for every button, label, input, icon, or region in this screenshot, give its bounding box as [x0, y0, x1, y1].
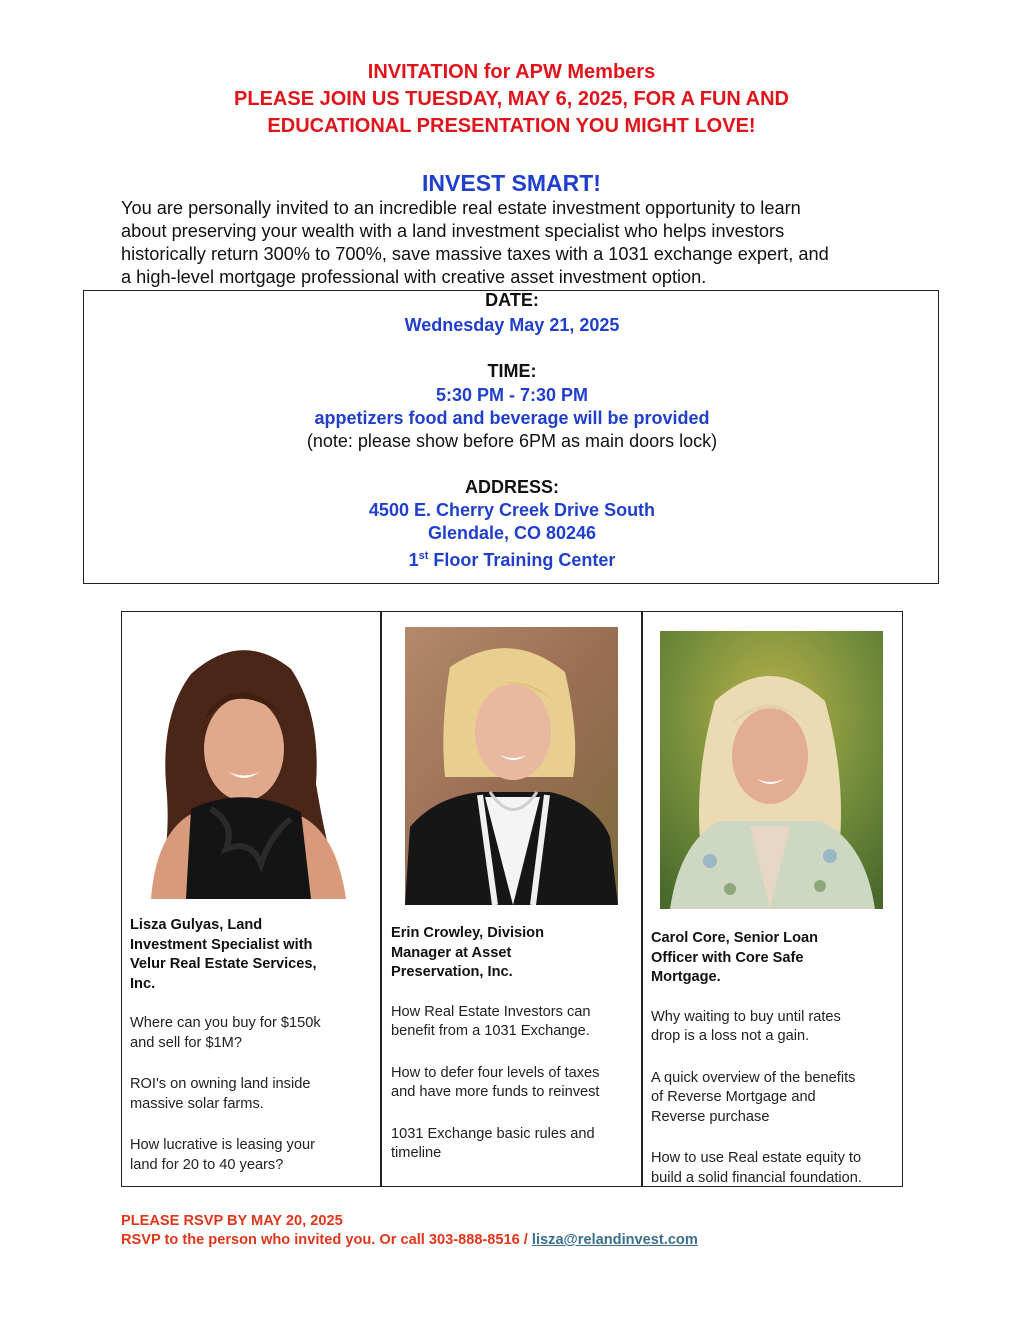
topic-line: How Real Estate Investors can: [391, 1003, 591, 1020]
speakers-table: [121, 611, 903, 1187]
intro-line: a high-level mortgage professional with creative asset investment option.: [121, 267, 707, 287]
topic-line: Why waiting to buy until rates: [651, 1008, 841, 1025]
topic-line: How lucrative is leasing your: [130, 1137, 315, 1153]
portrait-image: [405, 627, 618, 905]
topic-line: timeline: [391, 1145, 442, 1161]
speaker-topic: [391, 1003, 636, 1042]
topic-line: Reverse purchase: [651, 1108, 770, 1125]
headline-invest-smart: INVEST SMART!: [422, 170, 601, 196]
date-value: Wednesday May 21, 2025: [404, 315, 620, 335]
speaker-name: [651, 929, 901, 988]
rsvp-instructions-text: RSVP to the person who invited you. Or call 303-888-8516 /: [121, 1232, 532, 1248]
topic-line: Where can you buy for $150k: [130, 1015, 321, 1031]
speaker-topic: [651, 1069, 901, 1128]
topic-line: build a solid financial foundation.: [651, 1169, 862, 1186]
speaker-name-line: Manager at Asset: [391, 944, 512, 961]
address-city: Glendale, CO 80246: [427, 523, 597, 543]
topic-line: 1031 Exchange basic rules and: [391, 1125, 595, 1142]
topic-line: A quick overview of the benefits: [651, 1069, 856, 1086]
floor-ordinal: st: [418, 550, 429, 562]
speaker-name: [130, 916, 370, 994]
speaker-name-line: Lisza Gulyas, Land: [130, 917, 263, 933]
intro-line: about preserving your wealth with a land investment specialist who helps investors: [121, 221, 785, 241]
event-info-box: [83, 290, 939, 584]
topic-line: How to defer four levels of taxes: [391, 1064, 600, 1081]
invitation-title: INVITATION for APW Members: [367, 61, 656, 83]
topic-line: and sell for $1M?: [130, 1034, 242, 1051]
speaker-name-line: Investment Specialist with: [130, 936, 313, 953]
address-street: 4500 E. Cherry Creek Drive South: [368, 500, 656, 520]
speaker-name-line: Officer with Core Safe: [651, 949, 804, 966]
topic-line: land for 20 to 40 years?: [130, 1156, 284, 1173]
column-divider: [380, 612, 382, 1186]
date-label: DATE:: [485, 290, 539, 310]
speaker-name-line: Carol Core, Senior Loan: [651, 930, 819, 946]
time-label: TIME:: [487, 361, 537, 381]
door-note: (note: please show before 6PM as main doors lock): [306, 431, 718, 451]
speaker-card-carol: [651, 929, 901, 1188]
speaker-name: [391, 924, 636, 983]
speaker-photo-erin: [405, 627, 618, 905]
speaker-name-line: Velur Real Estate Services,: [130, 956, 317, 972]
topic-line: and have more funds to reinvest: [391, 1084, 600, 1100]
speaker-topic: [130, 1136, 370, 1175]
speaker-name-line: Erin Crowley, Division: [391, 925, 544, 941]
topic-line: ROI's on owning land inside: [130, 1076, 311, 1092]
speaker-topic: [651, 1149, 901, 1188]
intro-line: You are personally invited to an incredible real estate investment opportunity to learn: [121, 198, 801, 218]
speaker-photo-carol: [660, 631, 883, 909]
speaker-photo-lisza: [131, 634, 361, 899]
topic-line: massive solar farms.: [130, 1095, 264, 1112]
topic-line: of Reverse Mortgage and: [651, 1089, 816, 1105]
invitation-subtitle-line1: PLEASE JOIN US TUESDAY, MAY 6, 2025, FOR A FUN AND: [234, 88, 789, 110]
floor-number: 1: [408, 550, 419, 570]
portrait-image: [131, 634, 361, 899]
speaker-card-erin: [391, 924, 636, 1164]
rsvp-instructions: [121, 1230, 698, 1250]
topic-line: drop is a loss not a gain.: [651, 1028, 810, 1044]
rsvp-email-link[interactable]: lisza@relandinvest.com: [531, 1232, 698, 1248]
speaker-topic: [651, 1008, 901, 1047]
address-label: ADDRESS:: [464, 477, 559, 497]
topic-line: How to use Real estate equity to: [651, 1150, 862, 1166]
speaker-topic: [391, 1064, 636, 1103]
time-value: 5:30 PM - 7:30 PM: [435, 385, 589, 405]
speaker-name-line: Preservation, Inc.: [391, 964, 513, 980]
topic-line: benefit from a 1031 Exchange.: [391, 1023, 590, 1039]
invitation-subtitle-line2: EDUCATIONAL PRESENTATION YOU MIGHT LOVE!: [267, 115, 756, 137]
floor-room-name: Floor Training Center: [428, 550, 616, 570]
intro-line: historically return 300% to 700%, save massive taxes with a 1031 exchange expert, and: [121, 244, 829, 264]
address-room: [84, 545, 940, 572]
speaker-card-lisza: [130, 916, 370, 1175]
speaker-topic: [130, 1014, 370, 1053]
speaker-name-line: Mortgage.: [651, 969, 721, 985]
portrait-image: [660, 631, 883, 909]
speaker-name-line: Inc.: [130, 975, 156, 992]
food-note: appetizers food and beverage will be provided: [314, 408, 710, 428]
intro-paragraph: [121, 197, 921, 289]
rsvp-deadline: PLEASE RSVP BY MAY 20, 2025: [121, 1213, 343, 1229]
column-divider: [641, 612, 643, 1186]
speaker-topic: [130, 1075, 370, 1114]
speaker-topic: [391, 1125, 636, 1164]
